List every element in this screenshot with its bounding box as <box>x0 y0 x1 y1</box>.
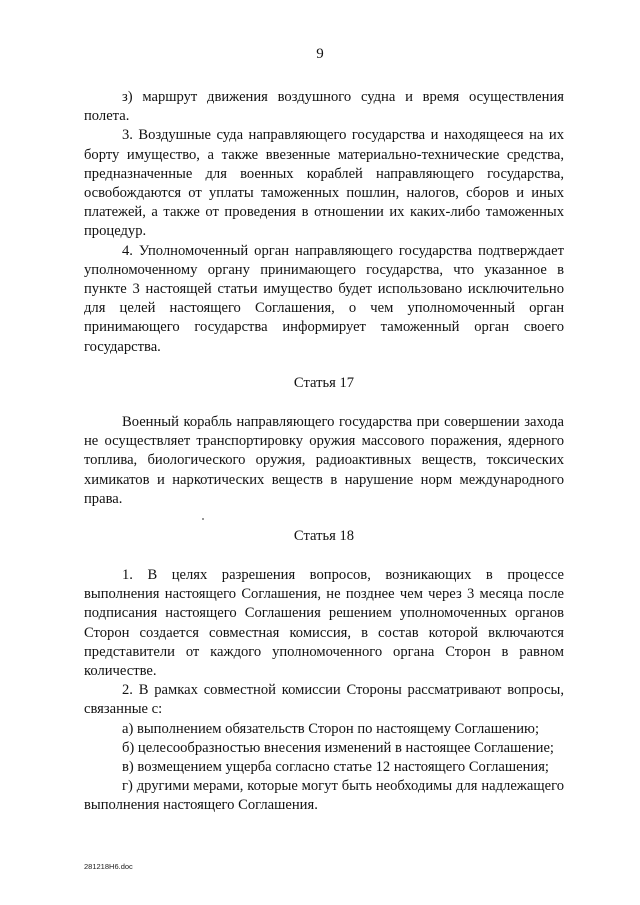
article17-body <box>84 413 564 509</box>
stray-mark <box>202 518 204 520</box>
paragraph-4: 4. Уполномоченный орган направляющего государства подтверждает уполномоченному органу принимающего государства, что указанное в пункте 3 настоящей статьи имущество будет использовано исключительно для целей настоящего Соглашения, о чем уполномоченный орган принимающего государства информирует таможенный орган своего государства. <box>84 242 564 355</box>
article18-paragraph-1: 1. В целях разрешения вопросов, возникающих в процессе выполнения настоящего Соглашения, не позднее чем через 3 месяца после подписания настоящего Соглашения решением уполномоченных органов Сторон создается совместная комиссия, в состав которой включаются представители от каждого уполномоченного органа Сторон в равном количестве. <box>84 567 564 680</box>
article18-body <box>84 566 564 816</box>
paragraph-item-z: з) маршрут движения воздушного судна и время осуществления полета. <box>84 89 564 125</box>
page-number: 9 <box>316 46 324 62</box>
article18-paragraph-2: 2. В рамках совместной комиссии Стороны рассматривают вопросы, связанные с: <box>84 682 564 718</box>
article18-section <box>84 527 564 546</box>
article18-item-a: а) выполнением обязательств Сторон по настоящему Соглашению; <box>122 720 540 737</box>
article18-heading: Статья 18 <box>293 528 355 544</box>
paragraph-3: 3. Воздушные суда направляющего государства и находящееся на их борту имущество, а также ввезенные материально-технические средства, предназначенные для военных кораблей направляющего государства, освобождаются от уплаты таможенных пошлин, налогов, сборов и иных платежей, а также от проведения в отношении их каких-либо таможенных процедур. <box>84 127 564 240</box>
article18-item-g: г) другими мерами, которые могут быть необходимы для надлежащего выполнения настоящего Соглашения. <box>84 778 564 814</box>
article17-section <box>84 374 564 393</box>
article18-item-b: б) целесообразностью внесения изменений в настоящее Соглашение; <box>122 739 554 756</box>
article18-item-v: в) возмещением ущерба согласно статье 12 настоящего Соглашения; <box>122 759 549 776</box>
document-file-code: 281218H6.doc <box>84 862 133 871</box>
article16-continuation <box>84 88 564 357</box>
article17-heading: Статья 17 <box>293 375 355 391</box>
article17-paragraph: Военный корабль направляющего государства при совершении захода не осуществляет транспортировку оружия массового поражения, ядерного топлива, биологического оружия, радиоактивных веществ, токсических химикатов и наркотических веществ в нарушение норм международного права. <box>84 414 564 507</box>
